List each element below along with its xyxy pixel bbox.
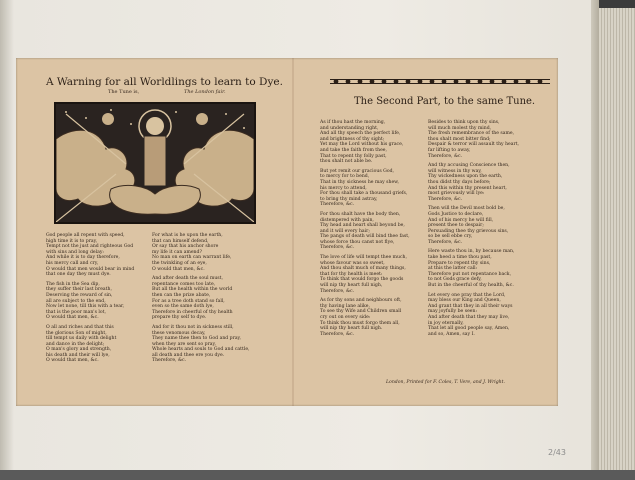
verse-line: As if thou hast the morning, <box>320 120 386 125</box>
album-page-edges <box>599 0 635 480</box>
verse-line: his mercy call and cry, <box>46 260 99 266</box>
verse-line: And after death the soul must, <box>152 276 223 282</box>
verse-line: with sins and long delay: <box>46 249 104 255</box>
verse-line: present thee to despair; <box>428 223 484 229</box>
ornament-dot <box>502 79 507 84</box>
verse-line: even so the same doth lye, <box>152 304 214 310</box>
verse-line: all death and thee ere you dye. <box>152 352 225 358</box>
verse-line: thou didst thy days before; <box>428 179 491 185</box>
verse-line: God people all repent with speed, <box>46 233 125 238</box>
second-part-column-2 <box>428 120 553 337</box>
first-part <box>16 58 286 406</box>
verse-line: And for it thou not in sickness still, <box>152 324 234 330</box>
verse-line: Besides to think upon thy sins, <box>428 120 500 125</box>
verse-line: in joy eternally, <box>428 320 464 326</box>
verse-line: And of his mercy he will fill, <box>428 217 494 223</box>
verse-line: distempered with pain, <box>320 217 374 223</box>
verse-line: For what is he upon the earth, <box>152 233 223 238</box>
verse-line: to bring thy mind astray, <box>320 196 378 202</box>
verse-line: But in the cheerful of thy health, &c. <box>428 283 514 289</box>
ornament-dot <box>442 79 447 84</box>
verse-line: Therefore, &c. <box>428 153 463 159</box>
verse-line: And grant that they in all their ways <box>428 303 513 309</box>
ornament-dot <box>514 79 519 84</box>
verse-line: Gods Justice to declare, <box>428 211 484 217</box>
ornament-dot <box>430 79 435 84</box>
verse-line: For thou shalt have the body then, <box>320 211 401 217</box>
verse-line: most grievously will lye: <box>428 191 485 197</box>
broadside-sheet <box>16 58 558 406</box>
verse-line: whose favour was so sweet, <box>320 260 385 266</box>
verse-line: and so, Amen, say I. <box>428 331 475 337</box>
verse-line: the twinkling of an eye, <box>152 260 207 266</box>
verse-line: Deserving the reward of sin, <box>46 292 113 298</box>
verse-line: that for thy health is meet: <box>320 271 383 277</box>
verse-line: And thy accusing Conscience then, <box>428 163 510 169</box>
verse-line: O all and riches and that this <box>46 324 114 330</box>
verse-line: Whole hearts and souls to God and cattle, <box>152 347 250 353</box>
verse-line: Therefore put not repentance back, <box>428 271 512 277</box>
woodcut-image-icon <box>56 104 254 222</box>
verse-line: thou shalt not able be. <box>320 159 373 165</box>
verse-line: my life it can amend? <box>152 249 202 255</box>
verse-line: Therefore, &c. <box>320 202 355 208</box>
verse-line: O would that men, &c. <box>152 266 205 272</box>
verse-line: The fish in the Sea dip, <box>46 281 100 287</box>
verse-line: his death and their will lye, <box>46 352 110 358</box>
sheet-fold <box>292 58 294 406</box>
ornament-dot <box>538 79 543 84</box>
verse-line: and dance in the delight; <box>46 341 105 347</box>
verse-line: Yet may the Lord without his grace, <box>320 142 404 148</box>
verse-line: And all thy speech the perfect life, <box>320 131 401 137</box>
verse-line: And thou shalt much of many things, <box>320 266 406 272</box>
verse-line: Now let none, till this with a tear, <box>46 304 125 310</box>
ornament-dot <box>466 79 471 84</box>
verse-line: As for thy sons and neighbours oft, <box>320 298 402 304</box>
verse-line: To think that would forgo the goods <box>320 277 404 283</box>
verse-line: thou shalt most bitter find; <box>428 136 491 142</box>
verse-line: Thy head and heart shall beyond be, <box>320 223 405 229</box>
verse-line: Therefore in cheerful of thy health <box>152 309 233 315</box>
verse-line: O would that men would bear in mind <box>46 266 135 272</box>
verse-line: his mercy to attend, <box>320 185 367 191</box>
tune-name: The London fair. <box>184 89 226 95</box>
verse-line: high time it is to pray, <box>46 238 98 244</box>
verse-line: O would that men, &c. <box>46 358 99 364</box>
printer-imprint: London, Printed for F. Coles, T. Vere, and J. Wright. <box>386 380 505 385</box>
album-corner <box>599 0 635 8</box>
verse-line: that one day they must dye. <box>46 272 111 278</box>
verse-line: the glorious Son of might, <box>46 330 107 336</box>
first-part-column-2 <box>152 233 277 364</box>
verse-line: To see thy Wife and Children small <box>320 309 402 315</box>
verse-line: They name thee then to God and pray, <box>152 336 241 342</box>
verse-line: Let every one pray that the Lord, <box>428 292 506 298</box>
verse-line: Thy wickedness upon the earth, <box>428 174 503 180</box>
ornament-dot <box>370 79 375 84</box>
second-part-title: The Second Part, to the same Tune. <box>354 96 536 107</box>
verse-line: so be sell ebbe cry, <box>428 234 473 240</box>
verse-line: and it will every hair; <box>320 228 370 234</box>
verse-line: will witness in thy way, <box>428 168 482 174</box>
verse-line: Persuading thee thy grievous sins, <box>428 228 509 234</box>
verse-line: But yet remit our gracious God, <box>320 168 394 174</box>
verse-line: And this within thy present heart, <box>428 185 507 191</box>
verse-line: To think thou must forgo them all, <box>320 320 400 326</box>
verse-line: Therefore, &c. <box>320 288 355 294</box>
verse-line: and brightness of thy sight; <box>320 136 385 142</box>
verse-line: that can himself defend, <box>152 238 209 244</box>
pencil-folio-mark: 2/43 <box>548 448 566 457</box>
verse-line: will nip thy heart full nigh, <box>320 283 383 289</box>
verse-line: thy having lane alike, <box>320 303 370 309</box>
verse-line: Therefore, &c. <box>152 358 187 364</box>
verse-line: these venomous decay, <box>152 330 206 336</box>
ornament-dot <box>358 79 363 84</box>
ornament-dot <box>418 79 423 84</box>
verse-line: Therefore, &c. <box>428 196 463 202</box>
ornament-dot <box>454 79 459 84</box>
verse-line: take heed a time thou past, <box>428 255 492 261</box>
verse-line: to not Gods grace defy, <box>428 277 482 283</box>
verse-line: Here waste thou in, by because man, <box>428 249 515 255</box>
verse-line: to mercy for to bend, <box>320 174 370 180</box>
verse-line: No man on earth can warrant life, <box>152 255 232 261</box>
verse-line: Despair & terror will assault thy heart, <box>428 142 519 148</box>
woodcut-illustration <box>54 102 256 224</box>
first-part-column-1 <box>46 233 156 364</box>
verse-line: all are subject to the end, <box>46 298 106 304</box>
verse-line: That let all good people say, Amen, <box>428 326 510 332</box>
verse-line: Therefore, &c. <box>320 245 355 251</box>
album-bottom-edge <box>0 470 635 480</box>
verse-line: But all the health within the world <box>152 287 233 293</box>
verse-line: prepare thy self to dye. <box>152 315 207 321</box>
verse-line: That in thy sickness he may shew, <box>320 179 400 185</box>
verse-line: then can the prize abate, <box>152 292 211 298</box>
ornament-dot <box>478 79 483 84</box>
verse-line: For thou shall take a thousand griefs, <box>320 191 408 197</box>
verse-line: Or say that his anchor shore <box>152 244 219 250</box>
verse-line: And while it is to day therefore, <box>46 255 120 261</box>
verse-line: Therefore, &c. <box>428 239 463 245</box>
verse-line: Therefore, &c. <box>320 331 355 337</box>
ornament-dot <box>490 79 495 84</box>
verse-line: that is the poor man's lot, <box>46 309 106 315</box>
ornament-dot <box>334 79 339 84</box>
verse-line: will nip thy heart full nigh. <box>320 326 383 332</box>
ballad-title: A Warning for all Worldlings to learn to Dye. <box>46 76 283 88</box>
verse-line: whose force thou canst not flye, <box>320 239 395 245</box>
verse-line: till tempt us daily with delight <box>46 336 117 342</box>
verse-line: when they are sent so pray, <box>152 341 216 347</box>
verse-line: For as a tree doth stand so fall, <box>152 298 225 304</box>
verse-line: may joyfully be seen: <box>428 309 478 315</box>
verse-line: The fresh remembrance of the same, <box>428 131 515 137</box>
verse-line: The love of life will tempt thee much, <box>320 255 407 261</box>
verse-line: Tempt not the just and righteous God <box>46 244 134 250</box>
verse-line: and understanding right, <box>320 125 379 131</box>
ornament-dot <box>346 79 351 84</box>
ornament-dot <box>526 79 531 84</box>
verse-line: Prepare to repent thy sins, <box>428 260 491 266</box>
tune-label: The Tune is, <box>108 89 140 95</box>
verse-line: they suffer their last breath, <box>46 287 112 293</box>
verse-line: Then will the Devil most bold be, <box>428 206 505 212</box>
second-part <box>302 58 558 406</box>
ornament-dot <box>382 79 387 84</box>
verse-line: far lifting to away, <box>428 147 471 153</box>
verse-line: And after death that they may live, <box>428 315 510 320</box>
verse-line: The pangs of death will bind thee fast, <box>320 234 410 240</box>
ornament-border-icon <box>330 76 550 86</box>
second-part-column-1 <box>320 120 430 337</box>
verse-line: at this the latter call: <box>428 266 478 272</box>
verse-line: O would that men, &c. <box>46 315 99 321</box>
verse-line: repentance comes too late, <box>152 281 216 287</box>
verse-line: cry out on every side: <box>320 315 371 320</box>
verse-line: will much molest thy mind, <box>428 125 492 131</box>
ornament-dot <box>394 79 399 84</box>
verse-line: may bless our King and Queen, <box>428 298 501 304</box>
verse-line: and take the faith from thee, <box>320 147 387 153</box>
verse-line: That to repent thy folly past, <box>320 153 387 159</box>
verse-line: O man's glory and strength, <box>46 347 112 353</box>
ornament-dot <box>406 79 411 84</box>
